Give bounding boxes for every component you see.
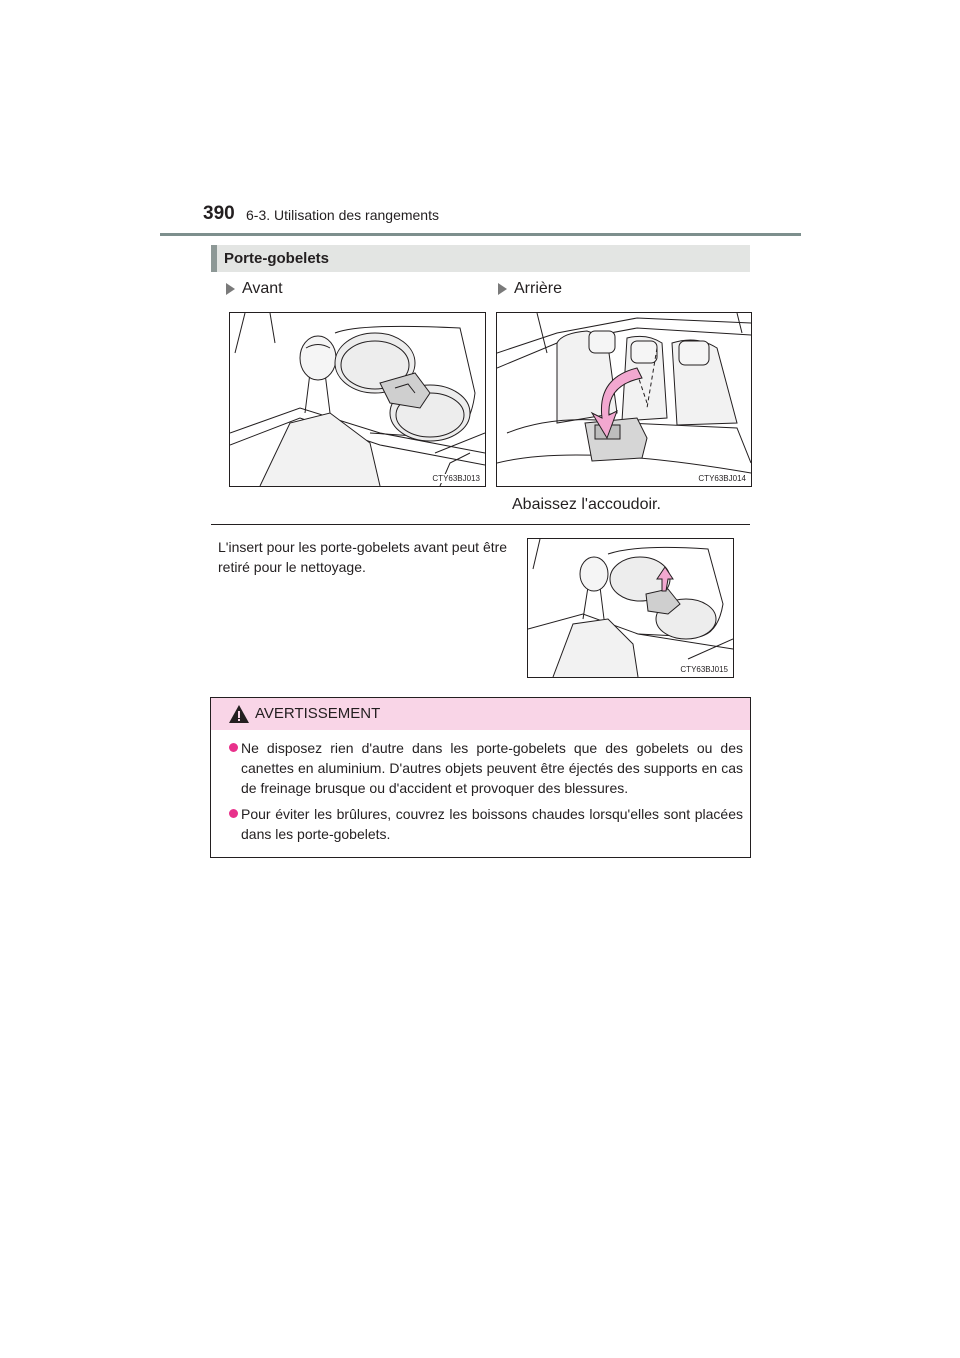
front-cup-holder-illustration: [230, 313, 485, 486]
warning-triangle-icon: [228, 704, 250, 724]
triangle-bullet-icon: [498, 283, 507, 295]
rear-cup-holder-figure: [496, 312, 752, 487]
bullet-icon: [229, 809, 238, 818]
insert-note: L'insert pour les porte-gobelets avant peut être retiré pour le nettoyage.: [218, 539, 508, 575]
section-title: 6-3. Utilisation des rangements: [246, 207, 439, 223]
page-number: 390: [203, 203, 235, 224]
section-divider: [211, 524, 750, 525]
rear-armrest-illustration: [497, 313, 751, 486]
title-accent: [211, 245, 217, 272]
warning-list: [229, 738, 743, 850]
warning-box: [210, 697, 751, 858]
topic-title: Porte-gobelets: [224, 250, 330, 267]
figure-code: CTY63BJ013: [432, 474, 480, 483]
warning-item-text: Pour éviter les brûlures, couvrez les boissons chaudes lorsqu'elles sont placées dans les porte-gobelets.: [241, 806, 743, 842]
bullet-icon: [229, 743, 238, 752]
warning-item: [229, 738, 743, 798]
rear-caption: Abaissez l'accoudoir.: [512, 496, 661, 513]
topic-title-bar: [211, 245, 750, 272]
triangle-bullet-icon: [226, 283, 235, 295]
front-label: Avant: [242, 280, 283, 297]
header-divider: [160, 233, 801, 236]
insert-removal-figure: [527, 538, 734, 678]
warning-item: [229, 804, 743, 844]
front-cup-holder-figure: [229, 312, 486, 487]
warning-item-text: Ne disposez rien d'autre dans les porte-gobelets que des gobelets ou des canettes en aluminium. D'autres objets peuvent être éjectés des supports en cas de freinage brusque ou d'accident et provoquer des blessures.: [241, 740, 743, 796]
figure-code: CTY63BJ015: [680, 665, 728, 674]
warning-title: AVERTISSEMENT: [255, 705, 381, 722]
figure-code: CTY63BJ014: [698, 474, 746, 483]
warning-header: [211, 698, 750, 730]
insert-removal-illustration: [528, 539, 733, 677]
rear-label: Arrière: [514, 280, 563, 297]
